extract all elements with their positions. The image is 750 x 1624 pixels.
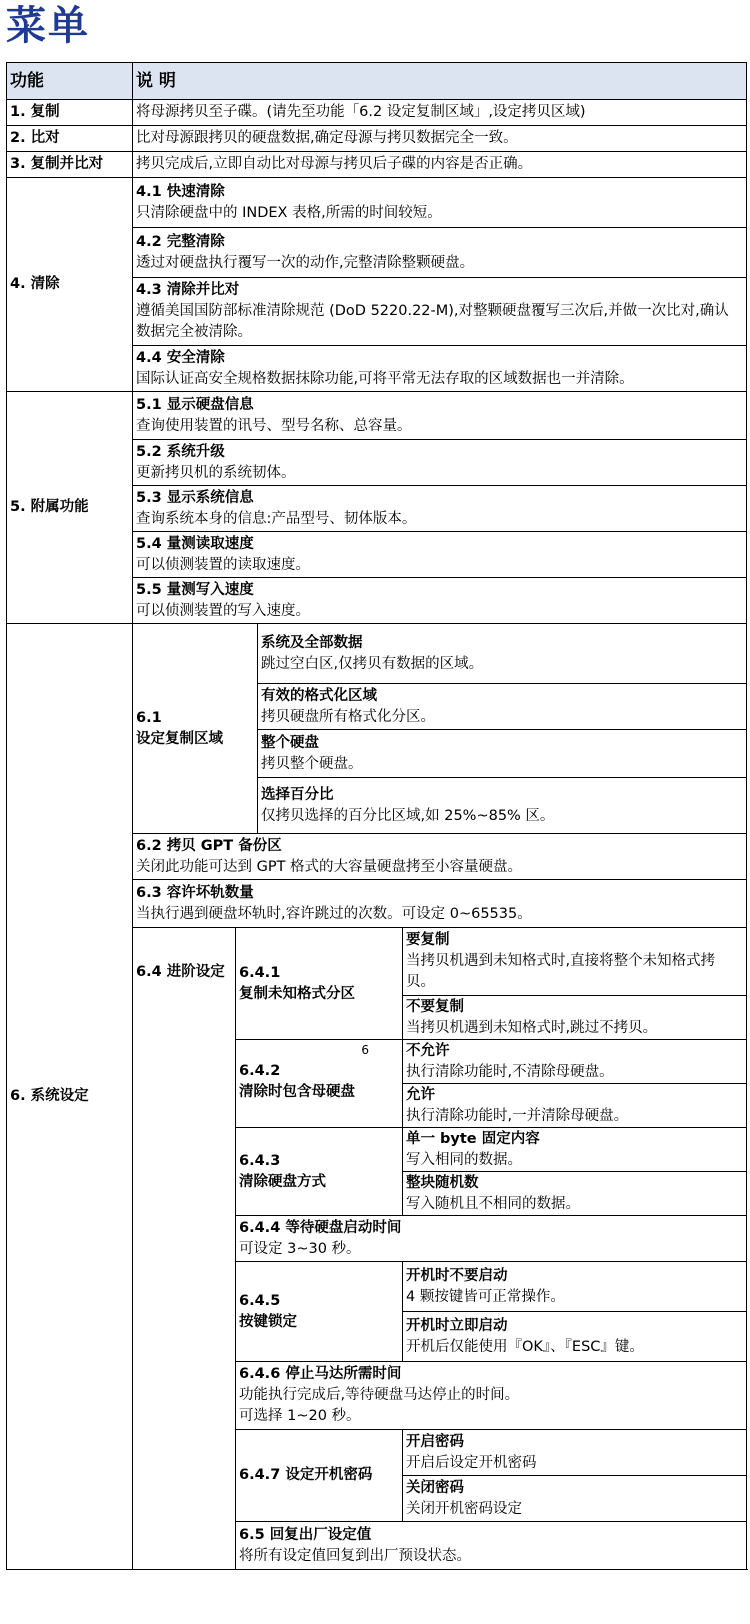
item-text: 功能执行完成后,等待硬盘马达停止的时间。 bbox=[239, 1387, 520, 1403]
item-title: 6.2 拷贝 GPT 备份区 bbox=[136, 837, 282, 854]
setting-name: 复制未知格式分区 bbox=[239, 985, 355, 1002]
option-title: 不要复制 bbox=[406, 998, 464, 1015]
list-item bbox=[403, 1476, 747, 1522]
menu-table bbox=[6, 62, 747, 1570]
setting-6-4-1-label bbox=[236, 928, 403, 1040]
item-title: 4.2 完整清除 bbox=[136, 233, 225, 250]
option-text: 跳过空白区,仅拷贝有数据的区域。 bbox=[261, 655, 484, 672]
option-title: 允许 bbox=[406, 1086, 435, 1103]
list-item bbox=[133, 880, 747, 928]
option-title: 选择百分比 bbox=[261, 786, 334, 803]
list-item bbox=[133, 532, 747, 578]
option-text: 开启后设定开机密码 bbox=[406, 1454, 537, 1471]
list-item bbox=[258, 778, 747, 834]
setting-6-1-label bbox=[133, 624, 258, 834]
item-text: 遵循美国国防部标准清除规范 (DoD 5220.22-M),对整颗硬盘覆写三次后,并做一次比对,确认数据完全被清除。 bbox=[136, 303, 729, 340]
func-erase: 4. 清除 bbox=[7, 178, 133, 392]
list-item bbox=[403, 1172, 747, 1216]
option-title: 要复制 bbox=[406, 932, 450, 948]
func-copy: 1. 复制 bbox=[7, 100, 133, 126]
setting-name: 6.4.7 设定开机密码 bbox=[239, 1467, 373, 1483]
list-item bbox=[236, 1522, 747, 1570]
option-title: 整个硬盘 bbox=[261, 734, 319, 751]
option-text: 写入随机且不相同的数据。 bbox=[406, 1195, 580, 1212]
item-text: 将所有设定值回复到出厂预设状态。 bbox=[239, 1547, 471, 1564]
item-title: 5.5 量测写入速度 bbox=[136, 581, 254, 598]
option-text: 4 颗按键皆可正常操作。 bbox=[406, 1288, 565, 1305]
item-title: 6.3 容许坏轨数量 bbox=[136, 884, 254, 901]
list-item bbox=[133, 834, 747, 880]
list-item bbox=[236, 1216, 747, 1262]
option-title: 开机时不要启动 bbox=[406, 1267, 508, 1284]
list-item bbox=[403, 1040, 747, 1084]
func-accessory: 5. 附属功能 bbox=[7, 392, 133, 624]
desc-compare: 比对母源跟拷贝的硬盘数据,确定母源与拷贝数据完全一致。 bbox=[133, 126, 747, 152]
list-item bbox=[133, 178, 747, 228]
option-text: 拷贝整个硬盘。 bbox=[261, 755, 363, 772]
list-item bbox=[236, 1362, 747, 1430]
list-item bbox=[403, 1262, 747, 1312]
table-row bbox=[7, 100, 747, 126]
setting-6-4-label bbox=[133, 928, 236, 1570]
option-text: 开机后仅能使用『OK』、『ESC』键。 bbox=[406, 1338, 644, 1355]
list-item bbox=[403, 1312, 747, 1362]
setting-num: 6.4.5 bbox=[239, 1292, 281, 1309]
item-title: 5.2 系统升级 bbox=[136, 443, 225, 460]
list-item bbox=[133, 440, 747, 486]
setting-6-4-2-label bbox=[236, 1040, 403, 1128]
setting-name: 设定复制区域 bbox=[136, 730, 223, 747]
item-text: 可选择 1~20 秒。 bbox=[239, 1408, 361, 1424]
item-text: 更新拷贝机的系统韧体。 bbox=[136, 464, 296, 481]
item-text: 可以侦测装置的读取速度。 bbox=[136, 556, 310, 573]
list-item bbox=[403, 1128, 747, 1172]
setting-name: 6.4 进阶设定 bbox=[136, 964, 225, 980]
setting-name: 按键锁定 bbox=[239, 1313, 297, 1330]
item-title: 6.4.6 停止马达所需时间 bbox=[239, 1366, 402, 1382]
item-title: 4.1 快速清除 bbox=[136, 183, 225, 200]
header-function: 功能 bbox=[7, 63, 133, 100]
table-row bbox=[7, 178, 747, 228]
item-text: 当执行遇到硬盘坏轨时,容许跳过的次数。可设定 0~65535。 bbox=[136, 905, 532, 922]
option-text: 仅拷贝选择的百分比区域,如 25%~85% 区。 bbox=[261, 807, 555, 824]
option-title: 不允许 bbox=[406, 1042, 450, 1059]
option-text: 写入相同的数据。 bbox=[406, 1151, 522, 1168]
desc-copy: 将母源拷贝至子碟。(请先至功能「6.2 设定复制区域」,设定拷贝区域) bbox=[133, 100, 747, 126]
option-text: 拷贝硬盘所有格式化分区。 bbox=[261, 708, 435, 725]
option-text: 当拷贝机遇到未知格式时,跳过不拷贝。 bbox=[406, 1019, 658, 1036]
item-title: 6.5 回复出厂设定值 bbox=[239, 1526, 372, 1543]
item-title: 5.4 量测读取速度 bbox=[136, 535, 254, 552]
setting-num: 6.4.2 bbox=[239, 1063, 281, 1079]
setting-name: 清除时包含母硬盘 bbox=[239, 1084, 355, 1100]
item-text: 可以侦测装置的写入速度。 bbox=[136, 602, 310, 619]
item-text: 可设定 3~30 秒。 bbox=[239, 1240, 361, 1257]
item-text: 关闭此功能可达到 GPT 格式的大容量硬盘拷至小容量硬盘。 bbox=[136, 858, 523, 875]
list-item bbox=[403, 1430, 747, 1476]
list-item bbox=[133, 346, 747, 392]
option-title: 开启密码 bbox=[406, 1433, 464, 1450]
list-item bbox=[403, 1084, 747, 1128]
desc-copy-compare: 拷贝完成后,立即自动比对母源与拷贝后子碟的内容是否正确。 bbox=[133, 152, 747, 178]
setting-name: 清除硬盘方式 bbox=[239, 1173, 326, 1190]
option-text: 关闭开机密码设定 bbox=[406, 1500, 522, 1517]
list-item bbox=[403, 928, 747, 996]
option-title: 整块随机数 bbox=[406, 1174, 479, 1191]
table-row bbox=[7, 152, 747, 178]
option-text: 当拷贝机遇到未知格式时,直接将整个未知格式拷贝。 bbox=[406, 953, 716, 990]
option-title: 系统及全部数据 bbox=[261, 634, 363, 651]
list-item bbox=[258, 684, 747, 730]
table-row bbox=[7, 624, 747, 684]
list-item bbox=[258, 730, 747, 778]
list-item bbox=[403, 996, 747, 1040]
list-item bbox=[258, 624, 747, 684]
option-title: 关闭密码 bbox=[406, 1479, 464, 1496]
option-title: 开机时立即启动 bbox=[406, 1317, 508, 1334]
item-text: 查询使用装置的讯号、型号名称、总容量。 bbox=[136, 417, 412, 434]
item-title: 5.3 显示系统信息 bbox=[136, 489, 254, 506]
item-text: 查询系统本身的信息:产品型号、韧体版本。 bbox=[136, 510, 417, 527]
setting-6-4-7-label bbox=[236, 1430, 403, 1522]
func-system-settings: 6. 系统设定 bbox=[7, 624, 133, 1570]
item-title: 4.3 清除并比对 bbox=[136, 282, 240, 298]
setting-num: 6.1 bbox=[136, 709, 162, 726]
item-title: 4.4 安全清除 bbox=[136, 349, 225, 366]
item-text: 只清除硬盘中的 INDEX 表格,所需的时间较短。 bbox=[136, 204, 442, 221]
item-text: 透过对硬盘执行覆写一次的动作,完整清除整颗硬盘。 bbox=[136, 254, 475, 271]
setting-6-4-5-label bbox=[236, 1262, 403, 1362]
setting-num: 6.4.3 bbox=[239, 1152, 281, 1169]
func-compare: 2. 比对 bbox=[7, 126, 133, 152]
list-item bbox=[133, 486, 747, 532]
table-row bbox=[7, 126, 747, 152]
table-row bbox=[7, 392, 747, 440]
option-text: 执行清除功能时,不清除母硬盘。 bbox=[406, 1063, 614, 1080]
option-title: 有效的格式化区域 bbox=[261, 687, 377, 704]
list-item bbox=[133, 228, 747, 278]
func-copy-compare: 3. 复制并比对 bbox=[7, 152, 133, 178]
setting-6-4-3-label bbox=[236, 1128, 403, 1216]
option-text: 执行清除功能时,一并清除母硬盘。 bbox=[406, 1107, 629, 1124]
list-item bbox=[133, 578, 747, 624]
page-title: 菜单 bbox=[6, 2, 90, 49]
list-item bbox=[133, 278, 747, 346]
header-description: 说 明 bbox=[133, 63, 747, 100]
setting-num: 6.4.1 bbox=[239, 964, 281, 981]
item-text: 国际认证高安全规格数据抹除功能,可将平常无法存取的区域数据也一并清除。 bbox=[136, 370, 634, 387]
item-title: 5.1 显示硬盘信息 bbox=[136, 396, 254, 413]
page-number: 6 bbox=[361, 1043, 369, 1057]
option-title: 单一 byte 固定内容 bbox=[406, 1130, 540, 1147]
table-header-row bbox=[7, 63, 747, 100]
list-item bbox=[133, 392, 747, 440]
item-title: 6.4.4 等待硬盘启动时间 bbox=[239, 1219, 402, 1236]
